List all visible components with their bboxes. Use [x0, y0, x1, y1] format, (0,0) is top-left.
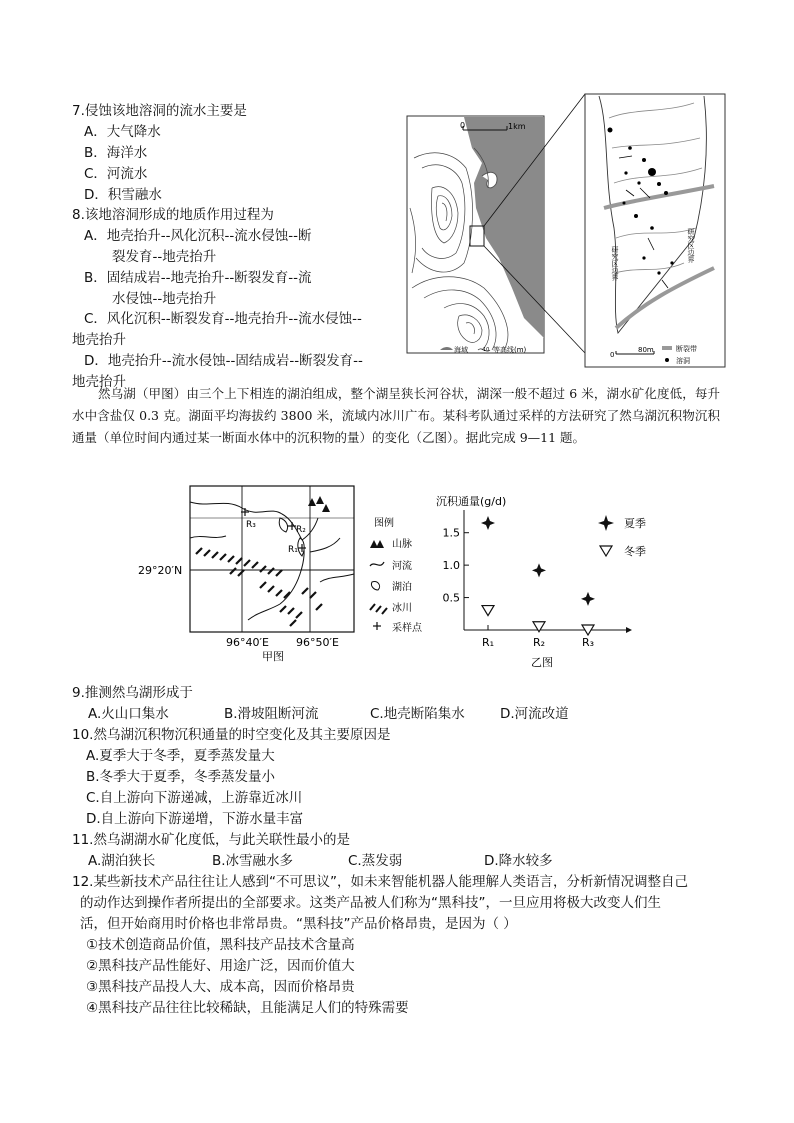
legend-glacier-icon: [370, 604, 387, 614]
q7-option-b: B．海洋水: [84, 145, 148, 161]
q8-option-d-cont: 地壳抬升: [72, 374, 126, 390]
q11-option-d: D.降水较多: [484, 853, 553, 869]
legend-title: 图例: [374, 518, 394, 529]
legend-lake-icon: [371, 582, 379, 590]
q12-item-4: ④黑科技产品往往比较稀缺，且能满足人们的特殊需要: [86, 1000, 409, 1016]
legend-winter: 冬季: [624, 545, 646, 558]
x-tick-label: R₃: [581, 636, 595, 649]
yi-chart: [428, 488, 668, 668]
y-tick-label: 1.5: [442, 526, 460, 540]
summer-point: [532, 563, 546, 577]
scale-km: 1km: [508, 122, 526, 131]
q9-option-a: A.火山口集水: [88, 706, 169, 722]
legend-fault-swatch: [662, 346, 672, 350]
legend-winter-marker: [600, 546, 612, 556]
q10-option-c: C.自上游向下游递减，上游靠近冰川: [86, 790, 303, 806]
legend-sample-icon: [373, 622, 381, 630]
karst-cave-map: [404, 88, 726, 368]
jia-map: [130, 478, 430, 666]
label-r2: R₂: [296, 525, 306, 535]
legend-contour-sample: 10: [483, 347, 490, 353]
q11-stem: 11.然乌湖湖水矿化度低，与此关联性最小的是: [72, 832, 350, 848]
jia-frame: [190, 486, 354, 632]
legend-sea: 海域: [454, 346, 468, 354]
lon-label-1: 96°40′E: [226, 636, 269, 649]
label-r3: R₃: [246, 520, 256, 530]
scale-zero: 0: [460, 121, 466, 130]
scale2-m: 80m: [638, 346, 654, 354]
q10-option-d: D.自上游向下游递增，下游水量丰富: [86, 811, 304, 827]
q11-option-c: C.蒸发弱: [348, 853, 403, 869]
boundary-label-2: 研究区边界: [611, 246, 619, 281]
q12-line-3: 活，但开始商用时价格也非常昂贵。“黑科技”产品价格昂贵，是因为（ ）: [80, 916, 517, 932]
q12-line-2: 的动作达到操作者所提出的全部要求。这类产品被人们称为“黑科技”，一旦应用将极大改变人们生: [80, 895, 661, 911]
q11-option-a: A.湖泊狭长: [88, 853, 156, 869]
q8-option-c-cont: 地壳抬升: [72, 332, 126, 348]
summer-point: [481, 516, 495, 530]
legend-mountain: 山脉: [392, 539, 412, 550]
x-tick-label: R₁: [481, 636, 495, 649]
legend-lake: 湖泊: [392, 582, 412, 593]
q8-option-c: C．风化沉积--断裂发育--地壳抬升--流水侵蚀--: [84, 311, 362, 327]
q12-line-1: 12.某些新技术产品往往让人感到“不可思议”，如未来智能机器人能理解人类语言，分析新情况调整自己: [72, 874, 688, 890]
legend-glacier: 冰川: [392, 603, 412, 614]
q8-option-b: B．固结成岩--地壳抬升--断裂发育--流: [84, 270, 312, 286]
legend-river: 河流: [392, 561, 412, 572]
lon-label-2: 96°50′E: [296, 636, 339, 649]
q8-option-b-cont: 水侵蚀--地壳抬升: [112, 291, 217, 307]
legend-fault: 断裂带: [676, 345, 697, 353]
q9-option-c: C.地壳断陷集水: [370, 706, 465, 722]
legend-sample: 采样点: [392, 623, 422, 634]
label-r1: R₁: [288, 545, 298, 555]
lat-label: 29°20′N: [138, 564, 183, 577]
x-tick-label: R₂: [532, 636, 546, 649]
summer-point: [581, 592, 595, 606]
q7-option-d: D．积雪融水: [84, 187, 162, 203]
q12-item-2: ②黑科技产品性能好、用途广泛，因而价值大: [86, 958, 355, 974]
map-frame-right: [585, 94, 725, 367]
chart-title: 乙图: [531, 656, 553, 668]
y-tick-label: 1.0: [442, 559, 460, 573]
q11-option-b: B.冰雪融水多: [212, 853, 294, 869]
q12-item-3: ③黑科技产品投人大、成本高，因而价格昂贵: [86, 979, 355, 995]
q7-option-a: A．大气降水: [84, 124, 161, 140]
q10-stem: 10.然乌湖沉积物沉积通量的时空变化及其主要原因是: [72, 727, 391, 743]
q8-option-d: D．地壳抬升--流水侵蚀--固结成岩--断裂发育--: [84, 353, 363, 369]
q9-option-d: D.河流改道: [500, 706, 569, 722]
chart-ylabel: 沉积通量(g/d): [436, 495, 507, 508]
q10-option-b: B.冬季大于夏季，冬季蒸发量小: [86, 769, 276, 785]
boundary-label-1: 研究区边界: [687, 228, 695, 263]
legend-contour: 等高线(m): [493, 346, 527, 354]
y-tick-label: 0.5: [442, 591, 460, 605]
q8-stem: 8.该地溶洞形成的地质作用过程为: [72, 207, 274, 223]
legend-mountain-icon: [370, 540, 384, 548]
scale2-zero: 0: [610, 351, 615, 359]
jia-caption: 甲图: [262, 650, 284, 663]
winter-point: [482, 606, 494, 616]
q7-stem: 7.侵蚀该地溶洞的流水主要是: [72, 103, 247, 119]
legend-summer-marker: [598, 515, 614, 531]
q7-option-c: C．河流水: [84, 166, 148, 182]
x-axis-arrow: [626, 627, 632, 633]
passage-text: 然乌湖（甲图）由三个上下相连的湖泊组成，整个湖呈狭长河谷状，湖深一般不超过 6 米，湖水矿化度低，每升水中含盐仅 0.3 克。湖面平均海拔约 3800 米，流域内冰川广布。某科考队通过采样的方法研究了然乌湖沉积物沉积通量（单位时间内通过某一断面水体中的沉积物的量）的变化（乙图）。据此完成 9—11 题。: [72, 386, 720, 445]
legend-cave-swatch: [665, 358, 669, 362]
q10-option-a: A.夏季大于冬季，夏季蒸发量大: [86, 748, 275, 764]
legend-summer: 夏季: [624, 517, 646, 530]
q9-options: [88, 702, 708, 722]
legend-river-icon: [370, 562, 384, 566]
q9-option-b: B.滑坡阻断河流: [224, 706, 319, 722]
q12-item-1: ①技术创造商品价值，黑科技产品技术含量高: [86, 937, 355, 953]
q8-option-a-cont: 裂发育--地壳抬升: [112, 249, 217, 265]
q9-stem: 9.推测然乌湖形成于: [72, 685, 193, 701]
q11-options: [88, 849, 708, 869]
legend-cave: 溶洞: [676, 357, 690, 365]
q8-option-a: A．地壳抬升--风化沉积--流水侵蚀--断: [84, 228, 312, 244]
